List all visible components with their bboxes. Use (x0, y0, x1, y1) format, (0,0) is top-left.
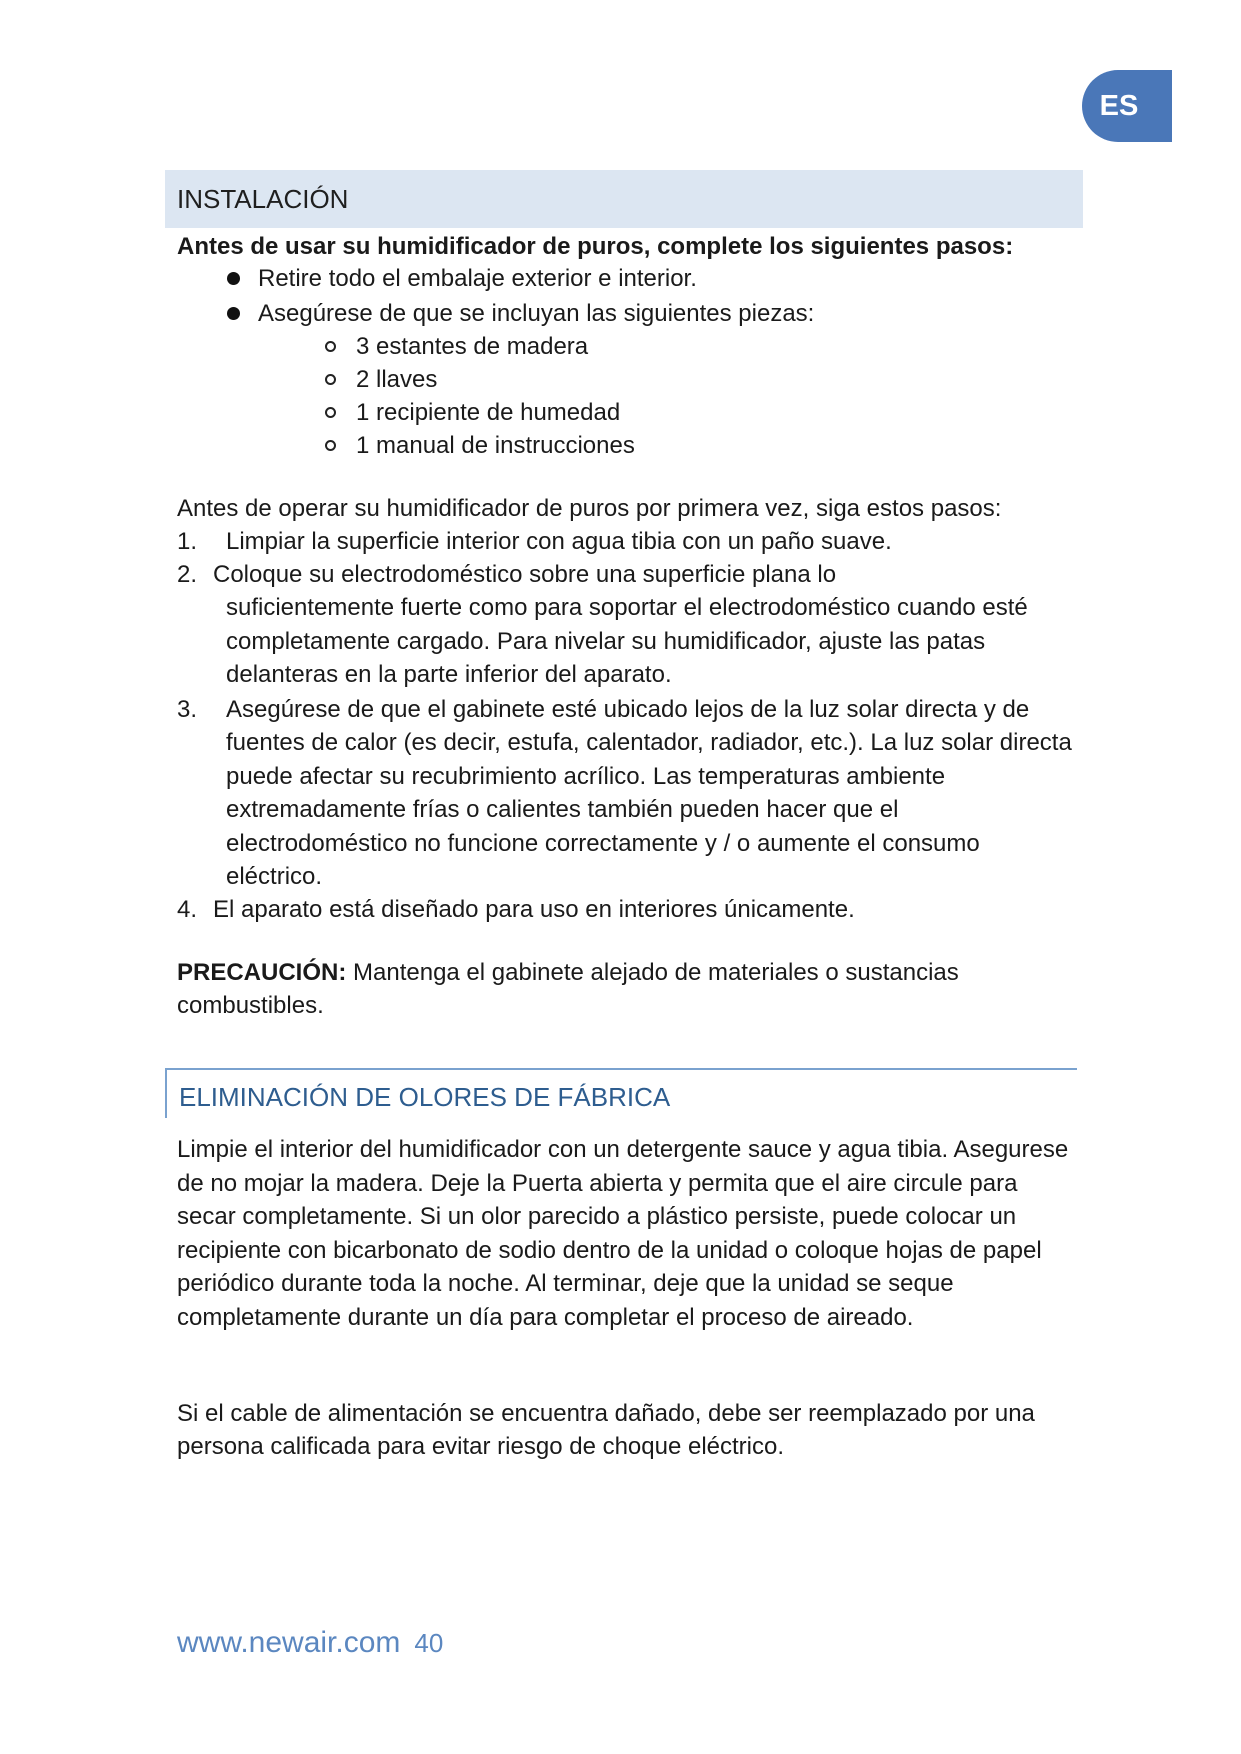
circle-bullet-icon (325, 341, 336, 352)
power-cord-warning: Si el cable de alimentación se encuentra dañado, debe ser reemplazado por una persona calificada para evitar riesgo de choque eléctrico. (177, 1400, 1035, 1460)
page-number: 40 (414, 1628, 444, 1658)
step-number: 1. (177, 528, 198, 555)
part-item: 1 manual de instrucciones (356, 432, 635, 459)
caution-label: PRECAUCIÓN: (177, 959, 347, 986)
step-text-continued: fuentes de calor (es decir, estufa, calentador, radiador, etc.). La luz solar directa puede afectar su recubrimiento acrílico. Las temperaturas ambiente extremadamente frías o calientes también pueden hacer que el electrodoméstico no funcione correctamente y / o aumente el consumo eléctrico. (226, 729, 1072, 890)
circle-bullet-icon (325, 374, 336, 385)
bullet-item: Asegúrese de que se incluyan las siguientes piezas: (258, 300, 815, 327)
part-item: 1 recipiente de humedad (356, 399, 621, 426)
step-text: Asegúrese de que el gabinete esté ubicado lejos de la luz solar directa y de (226, 696, 1030, 723)
part-item: 2 llaves (356, 366, 438, 393)
website-link[interactable]: www.newair.com (177, 1626, 401, 1659)
step-number: 3. (177, 696, 198, 723)
step-number: 4. (177, 896, 198, 923)
caution-text: Mantenga el gabinete alejado de materiales o sustancias combustibles. (177, 959, 959, 1019)
language-tab: ES (1082, 70, 1172, 142)
bullet-icon (227, 272, 240, 285)
installation-intro: Antes de usar su humidificador de puros, complete los siguientes pasos: (177, 233, 1014, 260)
part-item: 3 estantes de madera (356, 333, 589, 360)
first-use-intro: Antes de operar su humidificador de puros por primera vez, siga estos pasos: (177, 495, 1002, 522)
circle-bullet-icon (325, 440, 336, 451)
bullet-icon (227, 307, 240, 320)
step-number: 2. (177, 561, 198, 588)
circle-bullet-icon (325, 407, 336, 418)
step-text: Limpiar la superficie interior con agua tibia con un paño suave. (226, 528, 892, 555)
section-heading-odor-removal: ELIMINACIÓN DE OLORES DE FÁBRICA (165, 1068, 1077, 1118)
step-text-continued: suficientemente fuerte como para soportar el electrodoméstico cuando esté completamente cargado. Para nivelar su humidificador, ajuste las patas delanteras en la parte inferior del aparato. (226, 594, 1028, 688)
odor-paragraph: Limpie el interior del humidificador con un detergente sauce y agua tibia. Asegurese de no mojar la madera. Deje la Puerta abierta y permita que el aire circule para secar completamente. Si un olor parecido a plástico persiste, puede colocar un recipiente con bicarbonato de sodio dentro de la unidad o coloque hojas de papel periódico durante toda la noche. Al terminar, deje que la unidad se seque completamente durante un día para completar el proceso de aireado. (177, 1136, 1069, 1331)
section-heading-installation: INSTALACIÓN (165, 170, 1083, 228)
caution-note (177, 956, 1007, 1022)
bullet-item: Retire todo el embalaje exterior e interior. (258, 265, 697, 292)
step-text: El aparato está diseñado para uso en interiores únicamente. (213, 896, 855, 923)
step-text: Coloque su electrodoméstico sobre una superficie plana lo (213, 561, 837, 588)
footer (177, 1626, 443, 1660)
